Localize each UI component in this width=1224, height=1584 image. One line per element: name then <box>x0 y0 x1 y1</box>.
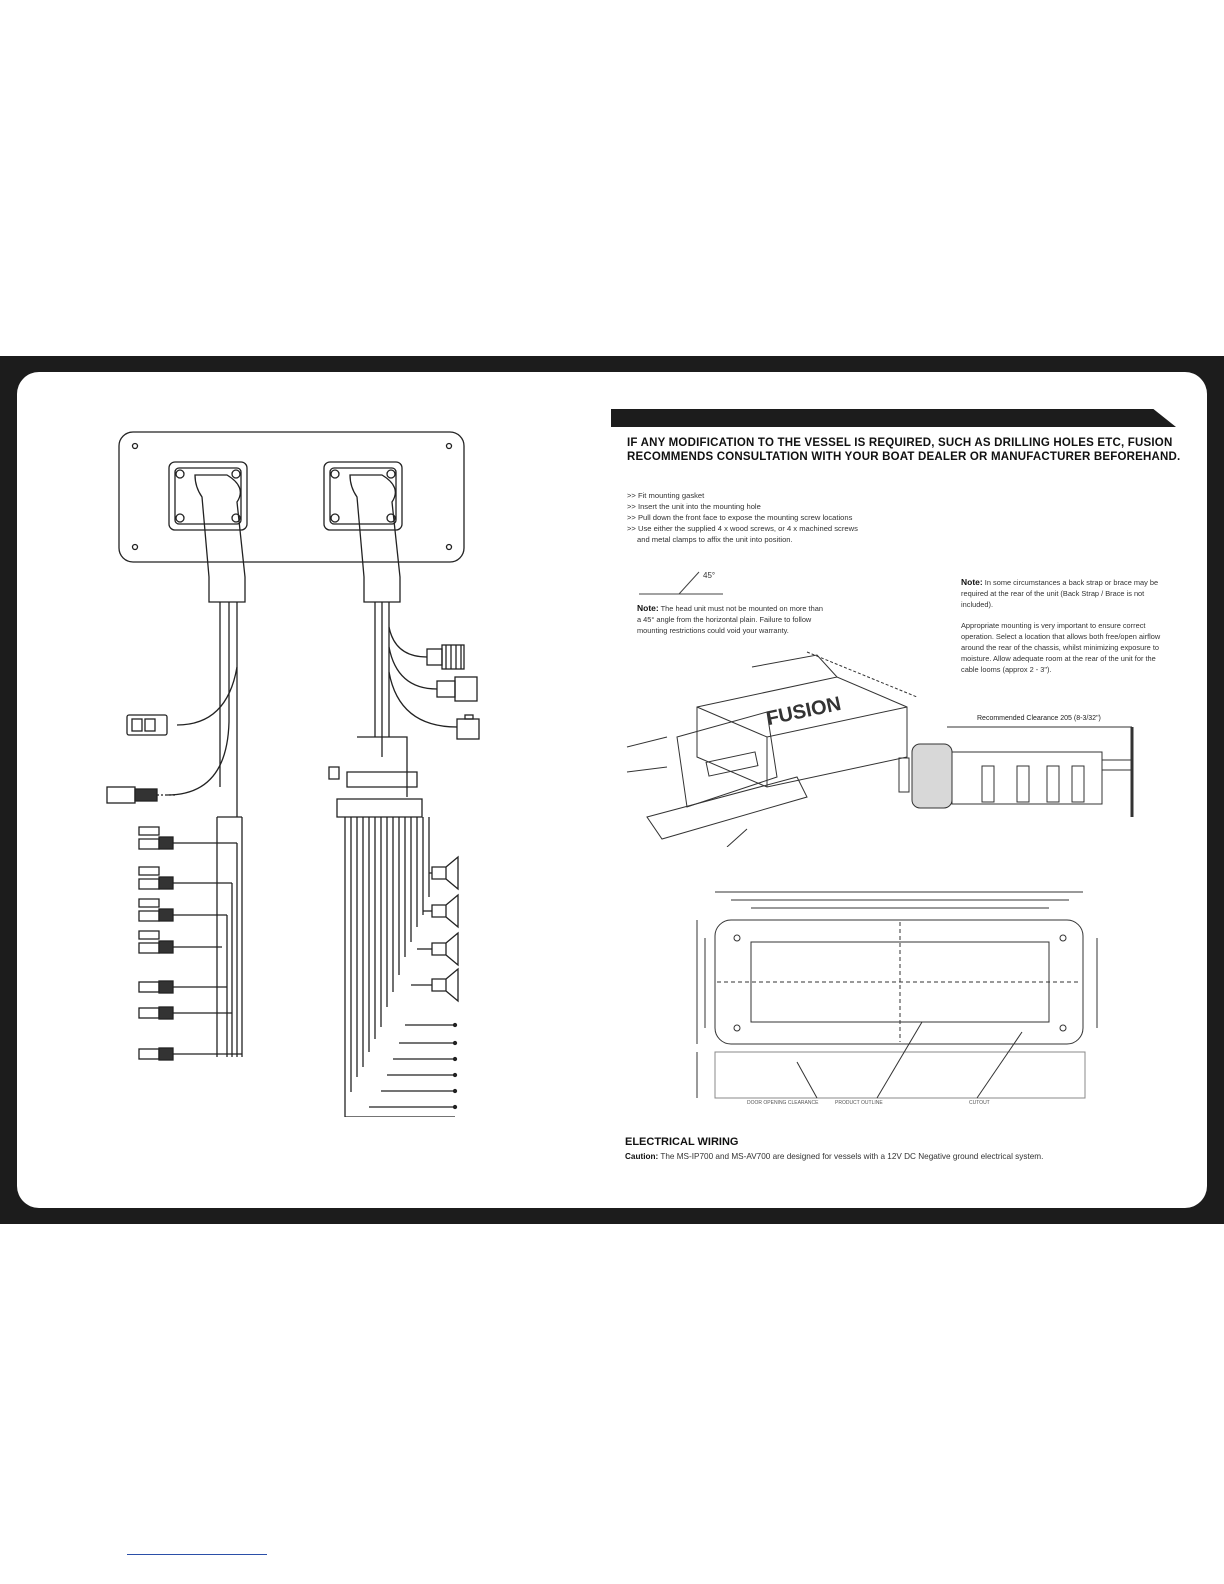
angle-label: 45° <box>703 571 716 580</box>
page-spread <box>0 356 1224 1224</box>
door-clearance-label: DOOR OPENING CLEARANCE <box>747 1100 819 1106</box>
step-item: >> Use either the supplied 4 x wood screws, or 4 x machined screws <box>627 524 858 533</box>
cutout-label: CUTOUT <box>969 1100 990 1106</box>
step-item: and metal clamps to affix the unit into position. <box>637 535 793 544</box>
caution-note <box>625 1152 1043 1161</box>
modification-warning: IF ANY MODIFICATION TO THE VESSEL IS REQUIRED, SUCH AS DRILLING HOLES ETC, FUSION RECOMMENDS CONSULTATION WITH YOUR BOAT DEALER OR MANUFACTURER BEFOREHAND. <box>627 437 1181 463</box>
caution-text: The MS-IP700 and MS-AV700 are designed for vessels with a 12V DC Negative ground electrical system. <box>660 1152 1044 1161</box>
caution-label: Caution: <box>625 1152 659 1161</box>
angle-note-label: Note: <box>637 603 659 613</box>
step-item: >> Pull down the front face to expose the mounting screw locations <box>627 513 853 522</box>
footer-underline <box>127 1554 267 1555</box>
mount-note-text-2: Appropriate mounting is very important to ensure correct operation. Select a location that allows both free/open airflow around the rear of the chassis, whilst minimizing exposure to moisture. Allow adequate room at the rear of the unit for the cable looms (approx 2 - 3"). <box>961 621 1161 674</box>
clearance-label: Recommended Clearance 205 (8-3/32") <box>977 715 1101 722</box>
mounting-steps <box>627 490 927 545</box>
dimension-drawing <box>677 872 1137 1112</box>
side-view-diagram <box>887 722 1147 832</box>
head-unit-isometric <box>617 647 917 847</box>
electrical-wiring-title: ELECTRICAL WIRING <box>625 1136 739 1148</box>
mount-note-text: In some circumstances a back strap or brace may be required at the rear of the unit (Back Strap / Brace is not included). <box>961 578 1159 609</box>
manual-page <box>17 372 1207 1208</box>
step-item: >> Fit mounting gasket <box>627 491 705 500</box>
wiring-harness-diagram <box>77 427 537 1117</box>
mount-note <box>961 577 1161 675</box>
fusion-logo: FUSION <box>764 692 844 731</box>
mount-note-label: Note: <box>961 577 983 587</box>
product-outline-label: PRODUCT OUTLINE <box>835 1100 883 1106</box>
rca-connectors <box>139 827 173 1060</box>
remote-panel-outline <box>119 432 464 562</box>
speaker-symbols <box>432 857 458 1001</box>
section-header-bar <box>611 409 1176 427</box>
angle-diagram <box>637 562 727 598</box>
angle-note-text: The head unit must not be mounted on more than a 45° angle from the horizontal plain. Failure to follow mounting restrictions could void your warranty. <box>637 604 823 635</box>
step-item: >> Insert the unit into the mounting hole <box>627 502 761 511</box>
angle-note <box>637 603 827 636</box>
